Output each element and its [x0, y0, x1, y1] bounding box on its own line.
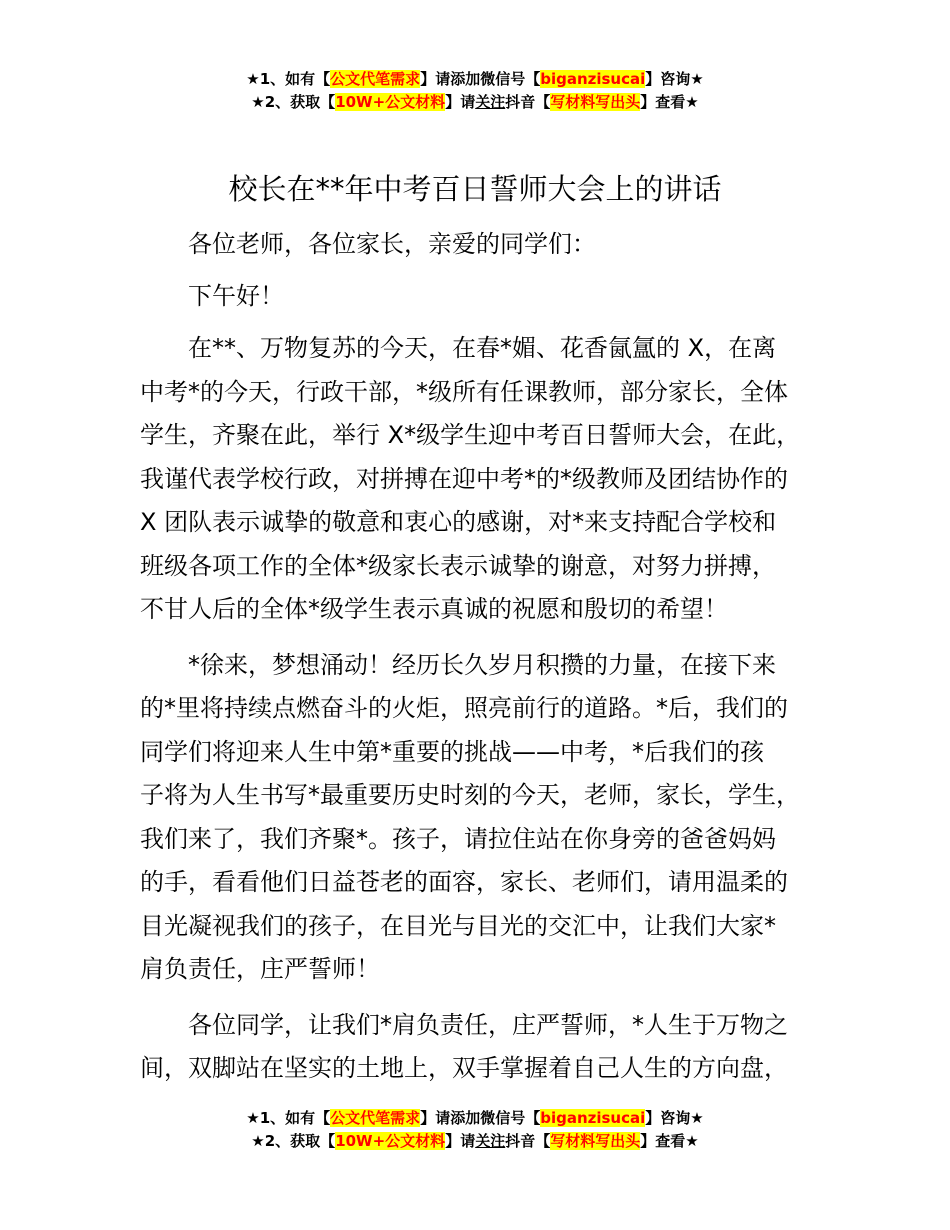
banner-line-1 [0, 68, 950, 91]
banner-text: 】咨询★ [645, 70, 704, 88]
banner-text: 】查看★ [640, 1132, 699, 1150]
banner-text: 抖音【 [505, 93, 551, 111]
text-line: 各位同学，让我们*肩负责任，庄严誓师，*人生于万物之 [188, 1010, 788, 1039]
banner-highlight: biganzisucai [540, 70, 646, 88]
paragraph-closing [140, 1004, 830, 1091]
banner-text: ★1、如有【 [246, 1109, 331, 1127]
paragraph-body [140, 644, 830, 992]
banner-text: 】请 [445, 93, 476, 111]
banner-highlight: 写材料写出头 [550, 93, 641, 111]
paragraph-opening [140, 327, 830, 632]
text-line: X 团队表示诚挚的敬意和衷心的感谢，对*来支持配合学校和 [140, 508, 777, 536]
text-line: 目光凝视我们的孩子，在目光与目光的交汇中，让我们大家* [140, 911, 776, 940]
top-banner [0, 68, 950, 114]
document-title: 校长在**年中考百日誓师大会上的讲话 [228, 172, 722, 206]
banner-highlight: 10W+公文材料 [335, 93, 446, 111]
text-line: 我谨代表学校行政，对拼搏在迎中考*的*级教师及团结协作的 [140, 464, 788, 493]
banner-text: ★2、获取【 [251, 1132, 336, 1150]
text-line: 我们来了，我们齐聚*。孩子，请拉住站在你身旁的爸爸妈妈 [140, 824, 776, 853]
banner-line-1 [0, 1107, 950, 1130]
banner-highlight: 公文代笔需求 [330, 1109, 421, 1127]
banner-text: 】请添加微信号【 [420, 70, 541, 88]
paragraph-greeting [140, 275, 830, 319]
text-line: 的手，看看他们日益苍老的面容，家长、老师们，请用温柔的 [140, 868, 788, 896]
text-line: 各位老师，各位家长，亲爱的同学们： [188, 230, 596, 258]
text-line: 间，双脚站在坚实的土地上，双手掌握着自己人生的方向盘， [140, 1054, 788, 1082]
banner-text: 】请 [445, 1132, 476, 1150]
banner-line-2 [0, 1130, 950, 1153]
text-line: 中考*的今天，行政干部，*级所有任课教师，部分家长，全体 [140, 377, 788, 406]
banner-text: 】查看★ [640, 93, 699, 111]
banner-text: 抖音【 [505, 1132, 551, 1150]
bottom-banner [0, 1107, 950, 1153]
banner-text: 】咨询★ [645, 1109, 704, 1127]
text-line: 下午好！ [188, 281, 284, 310]
banner-text: 】请添加微信号【 [420, 1109, 541, 1127]
text-line: 学生，齐聚在此，举行 X*级学生迎中考百日誓师大会，在此， [140, 421, 801, 449]
text-line: 子将为人生书写*最重要历史时刻的今天，老师，家长，学生， [140, 781, 800, 809]
text-line: 在**、万物复苏的今天，在春*媚、花香氤氲的 X，在离 [188, 334, 777, 362]
banner-underlined: 关注 [475, 93, 506, 111]
banner-highlight: biganzisucai [540, 1109, 646, 1127]
banner-highlight: 10W+公文材料 [335, 1132, 446, 1150]
text-line: 班级各项工作的全体*级家长表示诚挚的谢意，对努力拼搏， [140, 551, 776, 580]
document-body [140, 223, 830, 1091]
paragraph-salutation [140, 223, 830, 267]
text-line: 肩负责任，庄严誓师！ [140, 955, 380, 983]
banner-highlight: 写材料写出头 [550, 1132, 641, 1150]
banner-text: ★1、如有【 [246, 70, 331, 88]
text-line: 不甘人后的全体*级学生表示真诚的祝愿和殷切的希望！ [140, 595, 728, 623]
banner-highlight: 公文代笔需求 [330, 70, 421, 88]
text-line: 的*里将持续点燃奋斗的火炬，照亮前行的道路。*后，我们的 [140, 694, 788, 722]
text-line: *徐来，梦想涌动！经历长久岁月积攒的力量，在接下来 [188, 650, 776, 679]
text-line: 同学们将迎来人生中第*重要的挑战——中考，*后我们的孩 [140, 737, 764, 766]
banner-underlined: 关注 [475, 1132, 506, 1150]
banner-line-2 [0, 91, 950, 114]
banner-text: ★2、获取【 [251, 93, 336, 111]
